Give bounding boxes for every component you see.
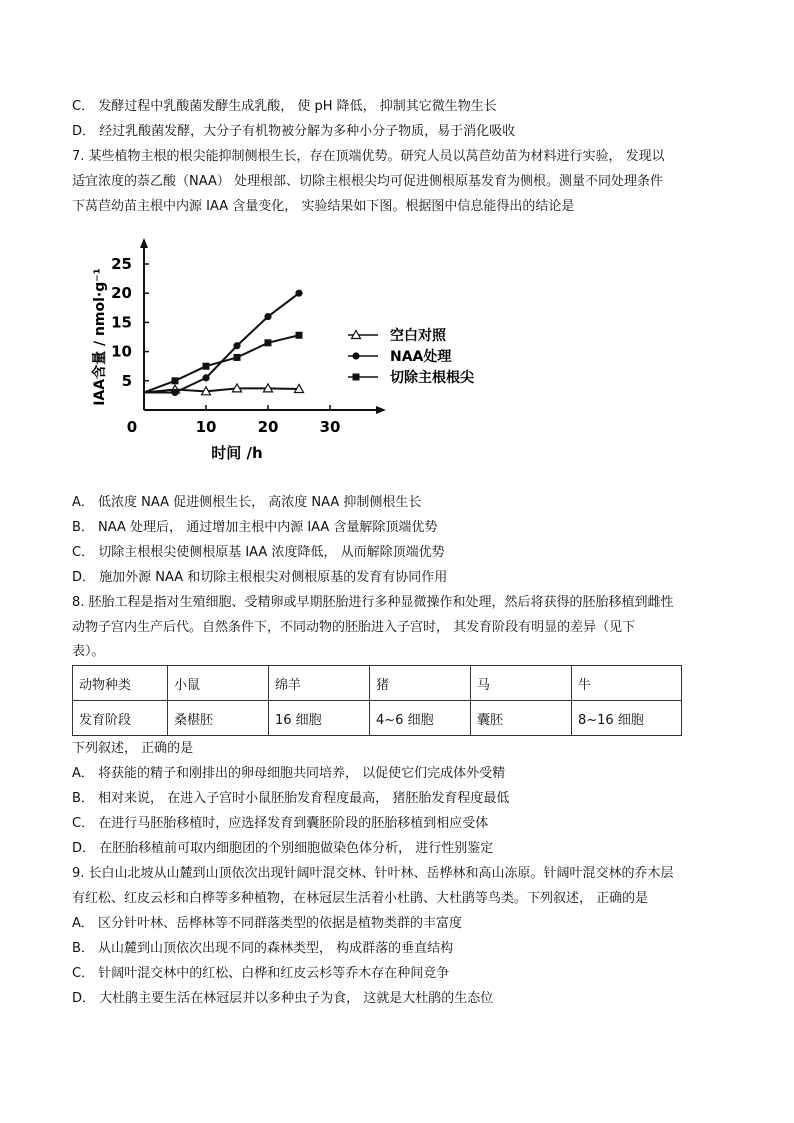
legend-marker bbox=[353, 374, 360, 381]
option-d-prev: D． 经过乳酸菌发酵，大分子有机物被分解为多种小分子物质，易于消化吸收 bbox=[72, 124, 516, 139]
q8-stem-line-3: 表）。 bbox=[72, 644, 105, 659]
table-cell: 牛 bbox=[572, 666, 682, 701]
option-c-prev: C． 发酵过程中乳酸菌发酵生成乳酸， 使 pH 降低， 抑制其它微生物生长 bbox=[72, 99, 497, 114]
x-tick-label: 20 bbox=[257, 418, 279, 436]
series-3-point bbox=[234, 354, 241, 361]
table-cell: 4~6 细胞 bbox=[370, 701, 471, 736]
legend-label: NAA处理 bbox=[390, 349, 452, 365]
x-tick-label: 30 bbox=[319, 418, 341, 436]
y-tick-label: 10 bbox=[111, 342, 132, 361]
series-3-point bbox=[172, 377, 179, 384]
y-tick-label: 5 bbox=[121, 371, 132, 390]
series-2-point bbox=[295, 290, 302, 297]
iaa-line-chart bbox=[80, 230, 500, 490]
series-3-point bbox=[296, 332, 303, 339]
q7-option-c: C． 切除主根根尖使侧根原基 IAA 浓度降低， 从而解除顶端优势 bbox=[72, 545, 445, 560]
q7-option-a: A． 低浓度 NAA 促进侧根生长， 高浓度 NAA 抑制侧根生长 bbox=[72, 495, 422, 510]
x-tick-label: 0 bbox=[126, 418, 138, 436]
table-row bbox=[73, 701, 682, 736]
table-cell: 猪 bbox=[370, 666, 471, 701]
table-cell: 16 细胞 bbox=[269, 701, 370, 736]
q9-stem-line-2: 有红松、红皮云杉和白桦等多种植物，在林冠层生活着小杜鹃、大杜鹃等鸟类。下列叙述， 正确的是 bbox=[72, 891, 649, 906]
q7-stem-line-3: 下莴苣幼苗主根中内源 IAA 含量变化， 实验结果如下图。根据图中信息能得出的结论是 bbox=[72, 199, 575, 214]
series-line-3 bbox=[144, 335, 299, 392]
q8-option-d: D． 在胚胎移植前可取内细胞团的个别细胞做染色体分析， 进行性别鉴定 bbox=[72, 841, 494, 856]
x-axis-label: 时间 /h bbox=[211, 444, 263, 462]
legend-label: 空白对照 bbox=[390, 328, 446, 344]
table-cell: 马 bbox=[471, 666, 572, 701]
q8-option-c: C． 在进行马胚胎移植时，应选择发育到囊胚阶段的胚胎移植到相应受体 bbox=[72, 816, 489, 831]
y-tick-label: 15 bbox=[111, 313, 132, 332]
embryo-stage-table bbox=[72, 665, 682, 736]
series-3-point bbox=[203, 363, 210, 370]
q8-option-b: B． 相对来说， 在进入子宫时小鼠胚胎发育程度最高， 猪胚胎发育程度最低 bbox=[72, 791, 510, 806]
q9-option-b: B． 从山麓到山顶依次出现不同的森林类型， 构成群落的垂直结构 bbox=[72, 941, 454, 956]
q9-option-a: A． 区分针叶林、岳桦林等不同群落类型的依据是植物类群的丰富度 bbox=[72, 916, 463, 931]
y-tick-label: 20 bbox=[111, 284, 132, 303]
series-3-point bbox=[265, 339, 272, 346]
q7-option-d: D． 施加外源 NAA 和切除主根根尖对侧根原基的发育有协同作用 bbox=[72, 570, 448, 585]
q7-stem-line-2: 适宜浓度的萘乙酸（NAA） 处理根部、切除主根根尖均可促进侧根原基发育为侧根。测量不同处理条件 bbox=[72, 174, 664, 189]
series-line-2 bbox=[144, 293, 299, 392]
table-cell: 桑椹胚 bbox=[168, 701, 269, 736]
q8-stem-line-2: 动物子宫内生产后代。自然条件下，不同动物的胚胎进入子宫时， 其发育阶段有明显的差异（见下 bbox=[72, 620, 636, 635]
q8-option-a: A． 将获能的精子和刚排出的卵母细胞共同培养， 以促使它们完成体外受精 bbox=[72, 766, 506, 781]
q9-stem-line-1: 9. 长白山北坡从山麓到山顶依次出现针阔叶混交林、针叶林、岳桦林和高山冻原。针阔叶混交林的乔木层 bbox=[72, 866, 674, 881]
table-cell: 发育阶段 bbox=[73, 701, 168, 736]
q8-prompt: 下列叙述， 正确的是 bbox=[72, 741, 194, 756]
table-row bbox=[73, 666, 682, 701]
y-axis-label: IAA含量 / nmol·g⁻¹ bbox=[92, 268, 108, 406]
legend-label: 切除主根根尖 bbox=[390, 370, 474, 386]
table-cell: 动物种类 bbox=[73, 666, 168, 701]
q9-option-d: D． 大杜鹃主要生活在林冠层并以多种虫子为食， 这就是大杜鹃的生态位 bbox=[72, 991, 494, 1006]
series-2-point bbox=[202, 374, 209, 381]
q7-stem-line-1: 7. 某些植物主根的根尖能抑制侧根生长，存在顶端优势。研究人员以莴苣幼苗为材料进行实验， 发现以 bbox=[72, 149, 665, 164]
y-tick-label: 25 bbox=[111, 255, 132, 273]
y-axis-arrow bbox=[140, 238, 148, 248]
table-cell: 8~16 细胞 bbox=[572, 701, 682, 736]
x-tick-label: 10 bbox=[195, 418, 217, 436]
legend-marker bbox=[352, 352, 359, 359]
x-axis-arrow bbox=[376, 406, 386, 414]
series-2-point bbox=[264, 313, 271, 320]
q7-option-b: B． NAA 处理后， 通过增加主根中内源 IAA 含量解除顶端优势 bbox=[72, 520, 438, 535]
q8-stem-line-1: 8. 胚胎工程是指对生殖细胞、受精卵或早期胚胎进行多种显微操作和处理，然后将获得的胚胎移植到雌性 bbox=[72, 595, 674, 610]
q9-option-c: C． 针阔叶混交林中的红松、白桦和红皮云杉等乔木存在种间竞争 bbox=[72, 966, 450, 981]
table-cell: 绵羊 bbox=[269, 666, 370, 701]
series-2-point bbox=[233, 342, 240, 349]
series-2-point bbox=[171, 389, 178, 396]
table-cell: 囊胚 bbox=[471, 701, 572, 736]
table-cell: 小鼠 bbox=[168, 666, 269, 701]
